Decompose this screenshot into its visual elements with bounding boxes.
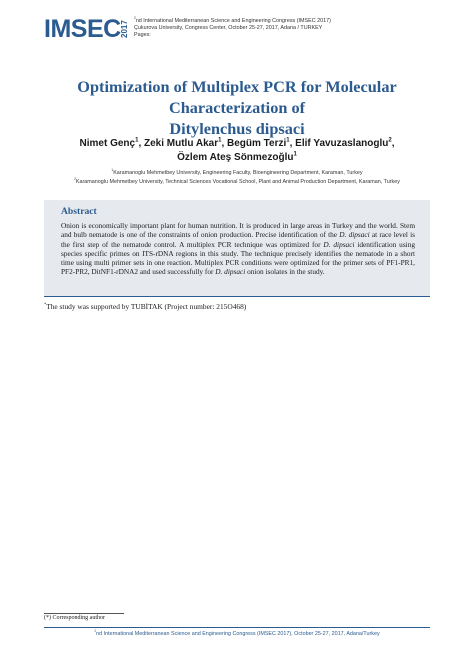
affiliation-2: $^2$Karamanoglu Mehmetbey University, Technical Sciences Vocational School, Plant and Animal Production Department, Karaman, Turkey xyxy=(74,177,400,185)
affiliation-1: $^1$Karamanoglu Mehmetbey University, Engineering Faculty, Bioengineering Department, Karaman, Turkey xyxy=(111,168,363,176)
author-list: Nimet Genç$^1$, Zeki Mutlu Akar$^1$, Begüm Terzi$^1$, Elif Yavuzaslanoglu$^2$, Özlem Ateş Sönmezoğlu$^1$ xyxy=(79,137,395,163)
conference-line-1: $^2$nd International Mediterranean Science and Engineering Congress (IMSEC 2017) xyxy=(134,16,331,24)
conference-line-2: Çukurova University, Congress Center, October 25-27, 2017, Adana / TURKEY xyxy=(134,25,323,32)
conference-info xyxy=(134,18,464,40)
footnote-rule xyxy=(44,613,124,614)
conference-logo-year: 2017 xyxy=(120,20,129,38)
conference-line-3: Pages: xyxy=(134,32,151,39)
abstract-heading: Abstract xyxy=(61,206,97,217)
affiliations xyxy=(30,169,444,187)
footer-rule xyxy=(44,627,430,628)
page-footer: $^2$nd International Mediterranean Science and Engineering Congress (IMSEC 2017), October 25-27, 2017, Adana/Turkey xyxy=(94,629,380,637)
corresponding-author-note: (*) Corresponding author xyxy=(44,615,105,621)
funding-note: *The study was supported by TUBİTAK (Project number: 215O468) xyxy=(44,301,247,311)
abstract-body: Onion is economically important plant for human nutrition. It is produced in large areas in Turkey and the world. Stem and bulb nematode is one of the constraints of onion production. Precise identification of the D. dipsaci at race level is the first step of the nematode control. A multiplex PCR technique was optimized for D. dipsaci identification using species specific primes on ITS-rDNA regions in this study. The technique precisely identifies the nematode in a short time using multi primer sets in one reaction. Multiplex PCR conditions were optimized for the primer sets of PF1-PR1, PF2-PR2, DitNF1-rDNA2 and used successfully for D. dipsaci onion isolates in the study. xyxy=(61,221,415,277)
paper-title: Optimization of Multiplex PCR for Molecular Characterization of Ditylenchus dipsaci xyxy=(77,77,397,138)
conference-logo: IMSEC xyxy=(44,15,121,43)
